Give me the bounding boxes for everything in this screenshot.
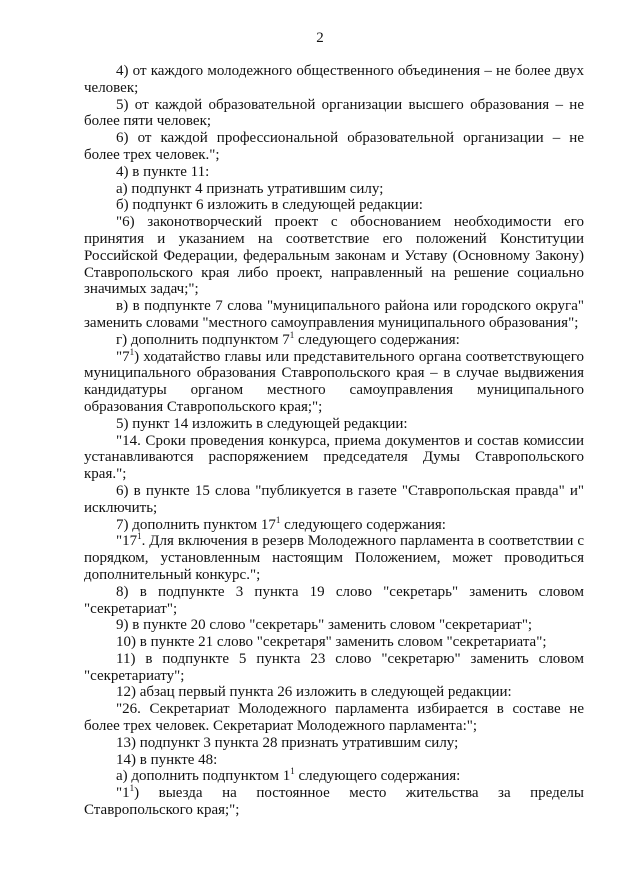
paragraph [84,617,584,634]
paragraph [84,416,584,433]
paragraph-text: "$17^1$. Для включения в резерв Молодежного парламента в соответствии с порядком, установленным настоящим Положением, может проводиться дополнительный конкурс."; [84,531,584,583]
paragraph [84,197,584,214]
paragraph-text: в) в подпункте 7 слова "муниципального района или городского округа" заменить словами "местного самоуправления муниципального образования"; [84,298,584,331]
paragraph-text: 6) в пункте 15 слова "публикуется в газете "Ставропольская правда" и" исключить; [84,482,584,516]
paragraph-text: 8) в подпункте 3 пункта 19 слово "секретарь" заменить словом "секретариат"; [84,583,584,617]
paragraph-text: "6) законотворческий проект с обоснованием необходимости его принятия и указанием на соответствие его положений Конституции Российской Федерации, федеральным законам и Уставу (Основному Закону) Ставропольского края либо проект, направленный на решение социально значимых задач;"; [84,214,584,298]
paragraph-text: 14) в пункте 48: [116,751,218,768]
paragraph [84,514,584,534]
paragraph-text: "$1^1$) выезда на постоянное место жительства за пределы Ставропольского края;"; [84,783,584,819]
paragraph-text: "$7^1$) ходатайство главы или представительного органа соответствующего муниципального образования Ставропольского края – в случае выдвижения кандидатуры органом местного самоуправления муниципального образования Ставропольского края;"; [84,346,584,415]
paragraph [84,346,584,416]
paragraph [84,298,584,332]
paragraph-text: 6) от каждой профессиональной образовательной организации – не более трех человек."; [84,130,584,163]
paragraph-text: г) дополнить подпунктом $7^1$ следующего содержания: [116,329,460,348]
paragraph [84,752,584,769]
paragraph [84,533,584,583]
paragraph-text: б) подпункт 6 изложить в следующей редакции: [116,197,423,214]
document-body [84,63,584,819]
paragraph [84,164,584,181]
paragraph [84,701,584,735]
paragraph [84,768,584,785]
page-number: 2 [316,30,324,46]
paragraph [84,329,584,349]
paragraph [84,97,584,131]
paragraph [84,735,584,752]
paragraph-text: 5) пункт 14 изложить в следующей редакции: [116,415,408,432]
paragraph [84,584,584,618]
paragraph-text: 5) от каждой образовательной организации высшего образования – не более пяти человек; [84,96,584,130]
paragraph-text: "26. Секретариат Молодежного парламента избирается в составе не более трех человек. Секретариат Молодежного парламента:"; [84,701,584,735]
paragraph-text: 11) в подпункте 5 пункта 23 слово "секретарю" заменить словом "секретариату"; [84,650,584,684]
paragraph [84,684,584,701]
paragraph-text: а) дополнить подпунктом $1^1$ следующего содержания: [116,766,461,785]
paragraph-text: а) подпункт 4 признать утратившим силу; [116,180,384,197]
paragraph-text: "14. Сроки проведения конкурса, приема документов и состав комиссии устанавливаются распоряжением председателя Думы Ставропольского края."; [84,432,584,483]
paragraph-text: 7) дополнить пунктом $17^1$ следующего содержания: [116,514,446,533]
paragraph [84,433,584,483]
paragraph [84,63,584,97]
paragraph [84,651,584,685]
paragraph-text: 9) в пункте 20 слово "секретарь" заменить словом "секретариат"; [116,617,533,634]
paragraph [84,214,584,298]
paragraph-text: 10) в пункте 21 слово "секретаря" заменить словом "секретариата"; [116,634,547,651]
paragraph [84,785,584,819]
paragraph-text: 12) абзац первый пункта 26 изложить в следующей редакции: [116,684,512,701]
paragraph [84,634,584,651]
paragraph-text: 4) в пункте 11: [116,163,210,180]
paragraph-text: 13) подпункт 3 пункта 28 признать утратившим силу; [116,734,459,751]
paragraph [84,130,584,164]
paragraph [84,181,584,198]
paragraph [84,483,584,517]
paragraph-text: 4) от каждого молодежного общественного объединения – не более двух человек; [84,63,584,96]
